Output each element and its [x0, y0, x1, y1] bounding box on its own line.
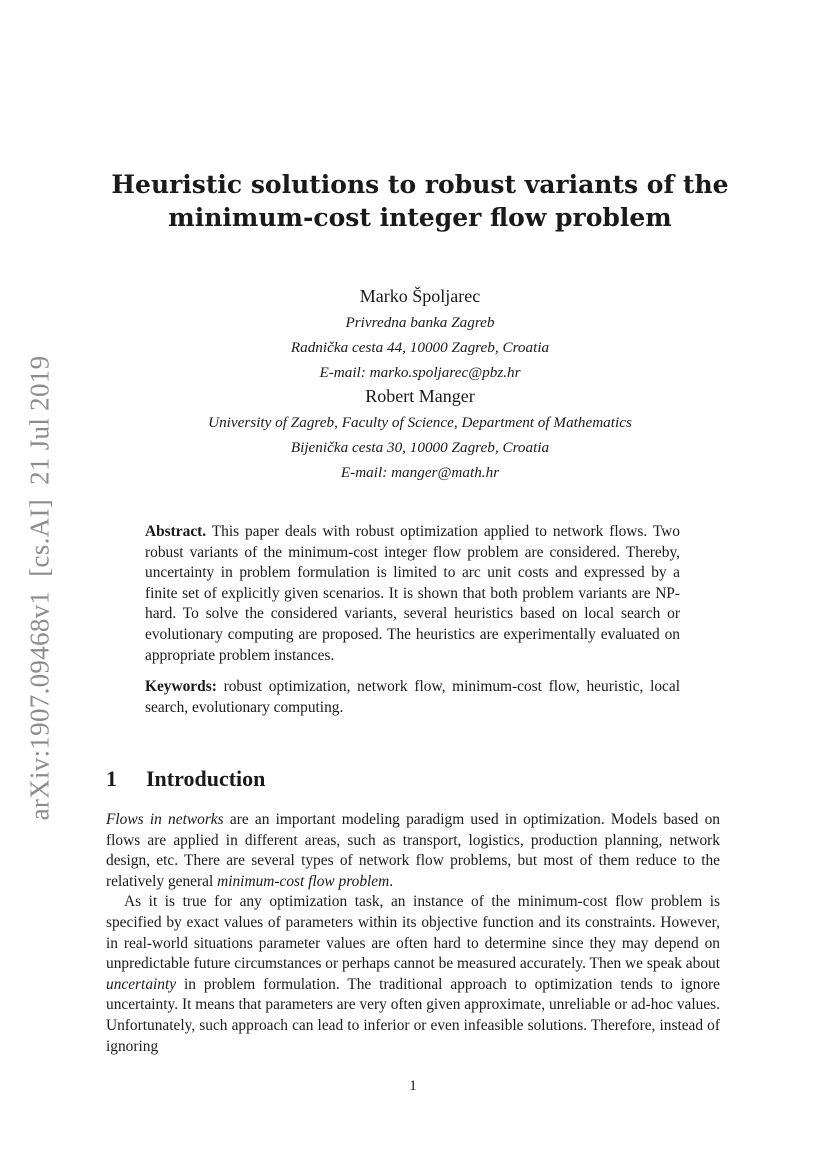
- paragraph-text: As it is true for any optimization task, an instance of the minimum-cost flow problem is specified by exact values of parameters within its objective function and its constraints. However, in real-world situations parameter values are often hard to determine since they may depend on unpredictable future circumstances or perhaps cannot be measured accurately. Then we speak about: [106, 893, 720, 973]
- title-line-1: Heuristic solutions to robust variants of the: [111, 170, 729, 199]
- page-number: 1: [409, 1078, 417, 1094]
- keywords-paragraph: [145, 677, 680, 718]
- arxiv-id: arXiv:1907.09468v1: [24, 590, 55, 821]
- author-affiliation: Privredna banka Zagreb: [345, 314, 495, 331]
- author-name: Marko Špoljarec: [359, 286, 481, 306]
- author-address: Bijenička cesta 30, 10000 Zagreb, Croatia: [290, 439, 550, 456]
- abstract-text: This paper deals with robust optimization applied to network flows. Two robust variants of the minimum-cost integer flow problem are considered. Thereby, uncertainty in problem formulation is limited to arc unit costs and expressed by a finite set of explicitly given scenarios. It is shown that both problem variants are NP-hard. To solve the considered variants, several heuristics based on local search or evolutionary computing are proposed. The heuristics are experimentally evaluated on appropriate problem instances.: [145, 523, 680, 664]
- emphasis-text: Flows in networks: [106, 811, 224, 828]
- title-line-2: minimum-cost integer flow problem: [168, 203, 672, 232]
- section-title: Introduction: [146, 766, 266, 791]
- author-address: Radnička cesta 44, 10000 Zagreb, Croatia: [290, 339, 550, 356]
- introduction-body: [106, 810, 720, 1057]
- section-number: 1: [106, 766, 117, 791]
- paragraph-text: .: [389, 872, 394, 890]
- paragraph-text: in problem formulation. The traditional approach to optimization tends to ignore uncertainty. It means that parameters are very often given approximate, unreliable or ad-hoc values. Unfortunately, such approach can lead to inferior or even infeasible solutions. Therefore, instead of ignoring: [106, 975, 720, 1055]
- author-block-2: [90, 384, 750, 485]
- author-email: E-mail: marko.spoljarec@pbz.hr: [319, 364, 521, 381]
- author-block-1: [90, 284, 750, 385]
- emphasis-text: minimum-cost flow problem: [217, 872, 390, 890]
- section-heading: [106, 766, 265, 792]
- keywords-label: Keywords:: [145, 678, 217, 696]
- paper-title: [90, 168, 750, 234]
- author-name: Robert Manger: [365, 386, 475, 406]
- abstract: [145, 522, 680, 718]
- author-affiliation: University of Zagreb, Faculty of Science, Department of Mathematics: [208, 414, 632, 431]
- paragraph-text: are an important modeling paradigm used in optimization. Models based on flows are applied in different areas, such as transport, logistics, production planning, network design, etc. There are several types of network flow problems, but most of them reduce to the relatively general: [106, 811, 720, 890]
- arxiv-date: 21 Jul 2019: [24, 355, 55, 485]
- intro-paragraph-2: [106, 892, 720, 1057]
- emphasis-text: uncertainty: [106, 975, 177, 993]
- keywords-text: robust optimization, network flow, minimum-cost flow, heuristic, local search, evolutionary computing.: [145, 678, 680, 716]
- abstract-label: Abstract.: [145, 523, 207, 540]
- arxiv-category: [cs.AI]: [24, 498, 55, 577]
- abstract-paragraph: [145, 522, 680, 666]
- author-email: E-mail: manger@math.hr: [340, 464, 500, 481]
- intro-paragraph-1: [106, 810, 720, 892]
- arxiv-identifier-stamp: [25, 356, 56, 821]
